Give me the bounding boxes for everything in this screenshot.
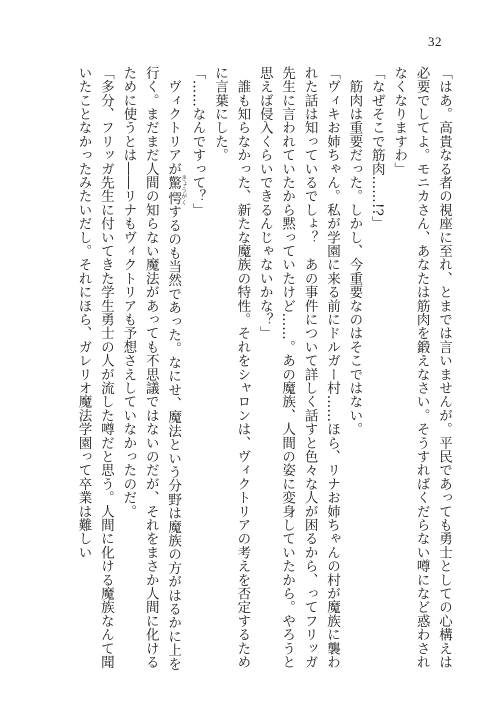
- ruby-base: 驚愕: [165, 174, 182, 206]
- paragraph-7-end: するのも当然であった。なにせ、魔法という分野は魔族の方がはるかに上を行く。まだまだ人間の知らない魔法があっても不思議ではないのだが、それをまさか人間に化けるために使うとは――リナもヴィクトリアも予想さえしていなかったのだ。: [120, 66, 182, 671]
- paragraph-3: 筋肉は重要だった。しかし、今重要なのはそこではない。: [346, 66, 363, 436]
- paragraph-2: 「なぜそこで筋肉……!?」: [368, 66, 385, 230]
- paragraph-7-start: ヴィクトリアが: [165, 66, 182, 176]
- ruby-reading: きょうがく: [179, 174, 187, 206]
- paragraph-4: 「ヴィキお姉ちゃん。私が学園に来る前にドルガー村……ほら、リナお姉ちゃんの村が魔族に襲われた話は知っているでしょ？ あの事件について詳しく話すと色々な人が困るから、ってフリッガ先生に言われていたから黙っていたけど……。あの魔族、人間の姿に変身していたから。やろうと思えば侵入くらいできるんじゃないかな？」: [256, 66, 340, 669]
- ruby-kyougaku: [165, 174, 187, 206]
- novel-body-text: [45, 66, 455, 671]
- paragraph-8: 「多分、フリッガ先生に付いてきた学生勇士の人が流した噂だと思う。人間に化ける魔族なんて聞いたことなかったみたいだし。それにほら、ガレリオ魔法学園って卒業は難しい: [75, 66, 114, 669]
- paragraph-1: 「はあ。高貴なる者の視座に至れ、とまでは言いませんが。平民であっても勇士としての心構えは必要でしてよ。モニカさん、あなたは筋肉を鍛えなさい。そうすればくだらない噂になど惑わされなくなりますわ」: [391, 66, 452, 669]
- paragraph-7: [117, 66, 186, 671]
- page-number: 32: [428, 34, 442, 49]
- paragraph-6: 「……なんですって？」: [189, 66, 206, 217]
- paragraph-5: 誰も知らなかった、新たな魔族の特性。それをシャロンは、ヴィクトリアの考えを否定するために言葉にした。: [211, 66, 251, 669]
